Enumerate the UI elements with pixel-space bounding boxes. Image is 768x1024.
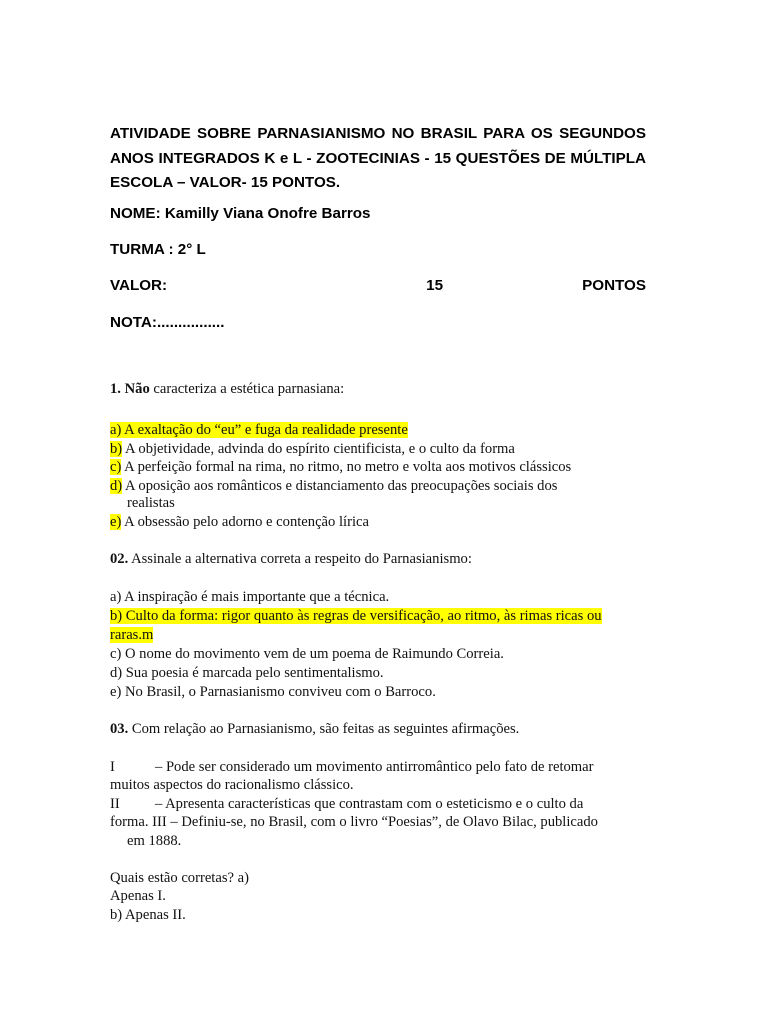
- q1-option-a-text: A exaltação do “eu” e fuga da realidade presente: [121, 422, 408, 438]
- q3-item-1-text-1: – Pode ser considerado um movimento antirromântico pelo fato de retomar: [155, 759, 594, 775]
- question-2-text: Assinale a alternativa correta a respeito do Parnasianismo:: [128, 551, 472, 567]
- title-line-2: ANOS INTEGRADOS K e L - ZOOTECINIAS - 15 QUESTÕES DE MÚLTIPLA: [110, 149, 646, 167]
- question-2-number: 02.: [110, 551, 129, 567]
- q1-option-b: [110, 440, 655, 458]
- title-line-1: ATIVIDADE SOBRE PARNASIANISMO NO BRASIL PARA OS SEGUNDOS: [110, 125, 646, 142]
- q3-question-line-1: Quais estão corretas? a): [110, 870, 249, 886]
- q1-option-c-letter: c): [110, 459, 122, 475]
- question-3-text: Com relação ao Parnasianismo, são feitas as seguintes afirmações.: [128, 721, 520, 737]
- q3-item-1-line-2: muitos aspectos do racionalismo clássico.: [110, 777, 354, 793]
- question-1-text: caracteriza a estética parnasiana:: [149, 381, 345, 397]
- q3-item-2-text-1: – Apresenta características que contrastam com o esteticismo e o culto da: [155, 796, 584, 812]
- q3-question-line-3: b) Apenas II.: [110, 907, 186, 923]
- q3-question-line-2: Apenas I.: [110, 888, 166, 904]
- q3-item-1-roman: I: [110, 759, 115, 775]
- student-name: NOME: Kamilly Viana Onofre Barros: [110, 205, 371, 222]
- q3-item-2-roman: II: [110, 796, 120, 812]
- q2-option-e: e) No Brasil, o Parnasianismo conviveu com o Barroco.: [110, 684, 436, 700]
- q1-option-e: [110, 513, 655, 531]
- q1-option-d: [110, 477, 655, 495]
- q1-option-d-text: A oposição aos românticos e distanciamento das preocupações sociais dos: [122, 478, 558, 494]
- q3-item-2-line-1: [110, 796, 583, 813]
- question-3-prompt: [110, 721, 519, 738]
- q1-option-a-letter: a): [110, 422, 122, 438]
- q1-option-c-text: A perfeição formal na rima, no ritmo, no metro e volta aos motivos clássicos: [121, 459, 572, 475]
- question-1-number: 1.: [110, 381, 121, 397]
- q1-option-d-letter: d): [110, 478, 123, 494]
- valor-unit: PONTOS: [582, 277, 646, 294]
- q3-item-1-line-1: [110, 759, 594, 776]
- q1-option-c: [110, 458, 655, 476]
- q1-option-b-letter: b): [110, 441, 123, 457]
- q3-item-2-line-2: forma. III – Definiu-se, no Brasil, com o livro “Poesias”, de Olavo Bilac, publicado: [110, 814, 598, 830]
- title-line-3: ESCOLA – VALOR- 15 PONTOS.: [110, 174, 341, 191]
- q2-option-d: d) Sua poesia é marcada pelo sentimentalismo.: [110, 665, 384, 681]
- q2-option-a: a) A inspiração é mais importante que a técnica.: [110, 589, 390, 605]
- q2-option-b-line-1: [110, 608, 602, 625]
- valor-label: VALOR:: [110, 277, 168, 294]
- valor-number: 15: [426, 277, 444, 294]
- student-class: TURMA : 2° L: [110, 241, 206, 258]
- question-1-emphasis: Não: [124, 381, 150, 397]
- q1-option-e-letter: e): [110, 514, 122, 530]
- grade-value: [110, 277, 646, 294]
- activity-title: [110, 122, 646, 196]
- q1-option-a: [110, 421, 655, 439]
- q1-option-e-text: A obsessão pelo adorno e contenção lírica: [121, 514, 369, 530]
- q2-option-b-text-2: raras.m: [110, 627, 154, 643]
- question-3-number: 03.: [110, 721, 129, 737]
- q2-option-c: c) O nome do movimento vem de um poema de Raimundo Correia.: [110, 646, 504, 662]
- q1-option-b-text: A objetividade, advinda do espírito cientificista, e o culto da forma: [122, 441, 515, 457]
- q1-option-d-continuation: realistas: [127, 495, 175, 511]
- question-1-prompt: [110, 381, 344, 398]
- q3-item-2-line-3: em 1888.: [127, 833, 182, 849]
- grade-score: NOTA:................: [110, 314, 225, 331]
- q2-option-b-line-2: [110, 627, 153, 644]
- q2-option-b-text-1: b) Culto da forma: rigor quanto às regras de versificação, ao ritmo, às rimas ricas ou: [110, 608, 602, 624]
- question-2-prompt: [110, 551, 472, 568]
